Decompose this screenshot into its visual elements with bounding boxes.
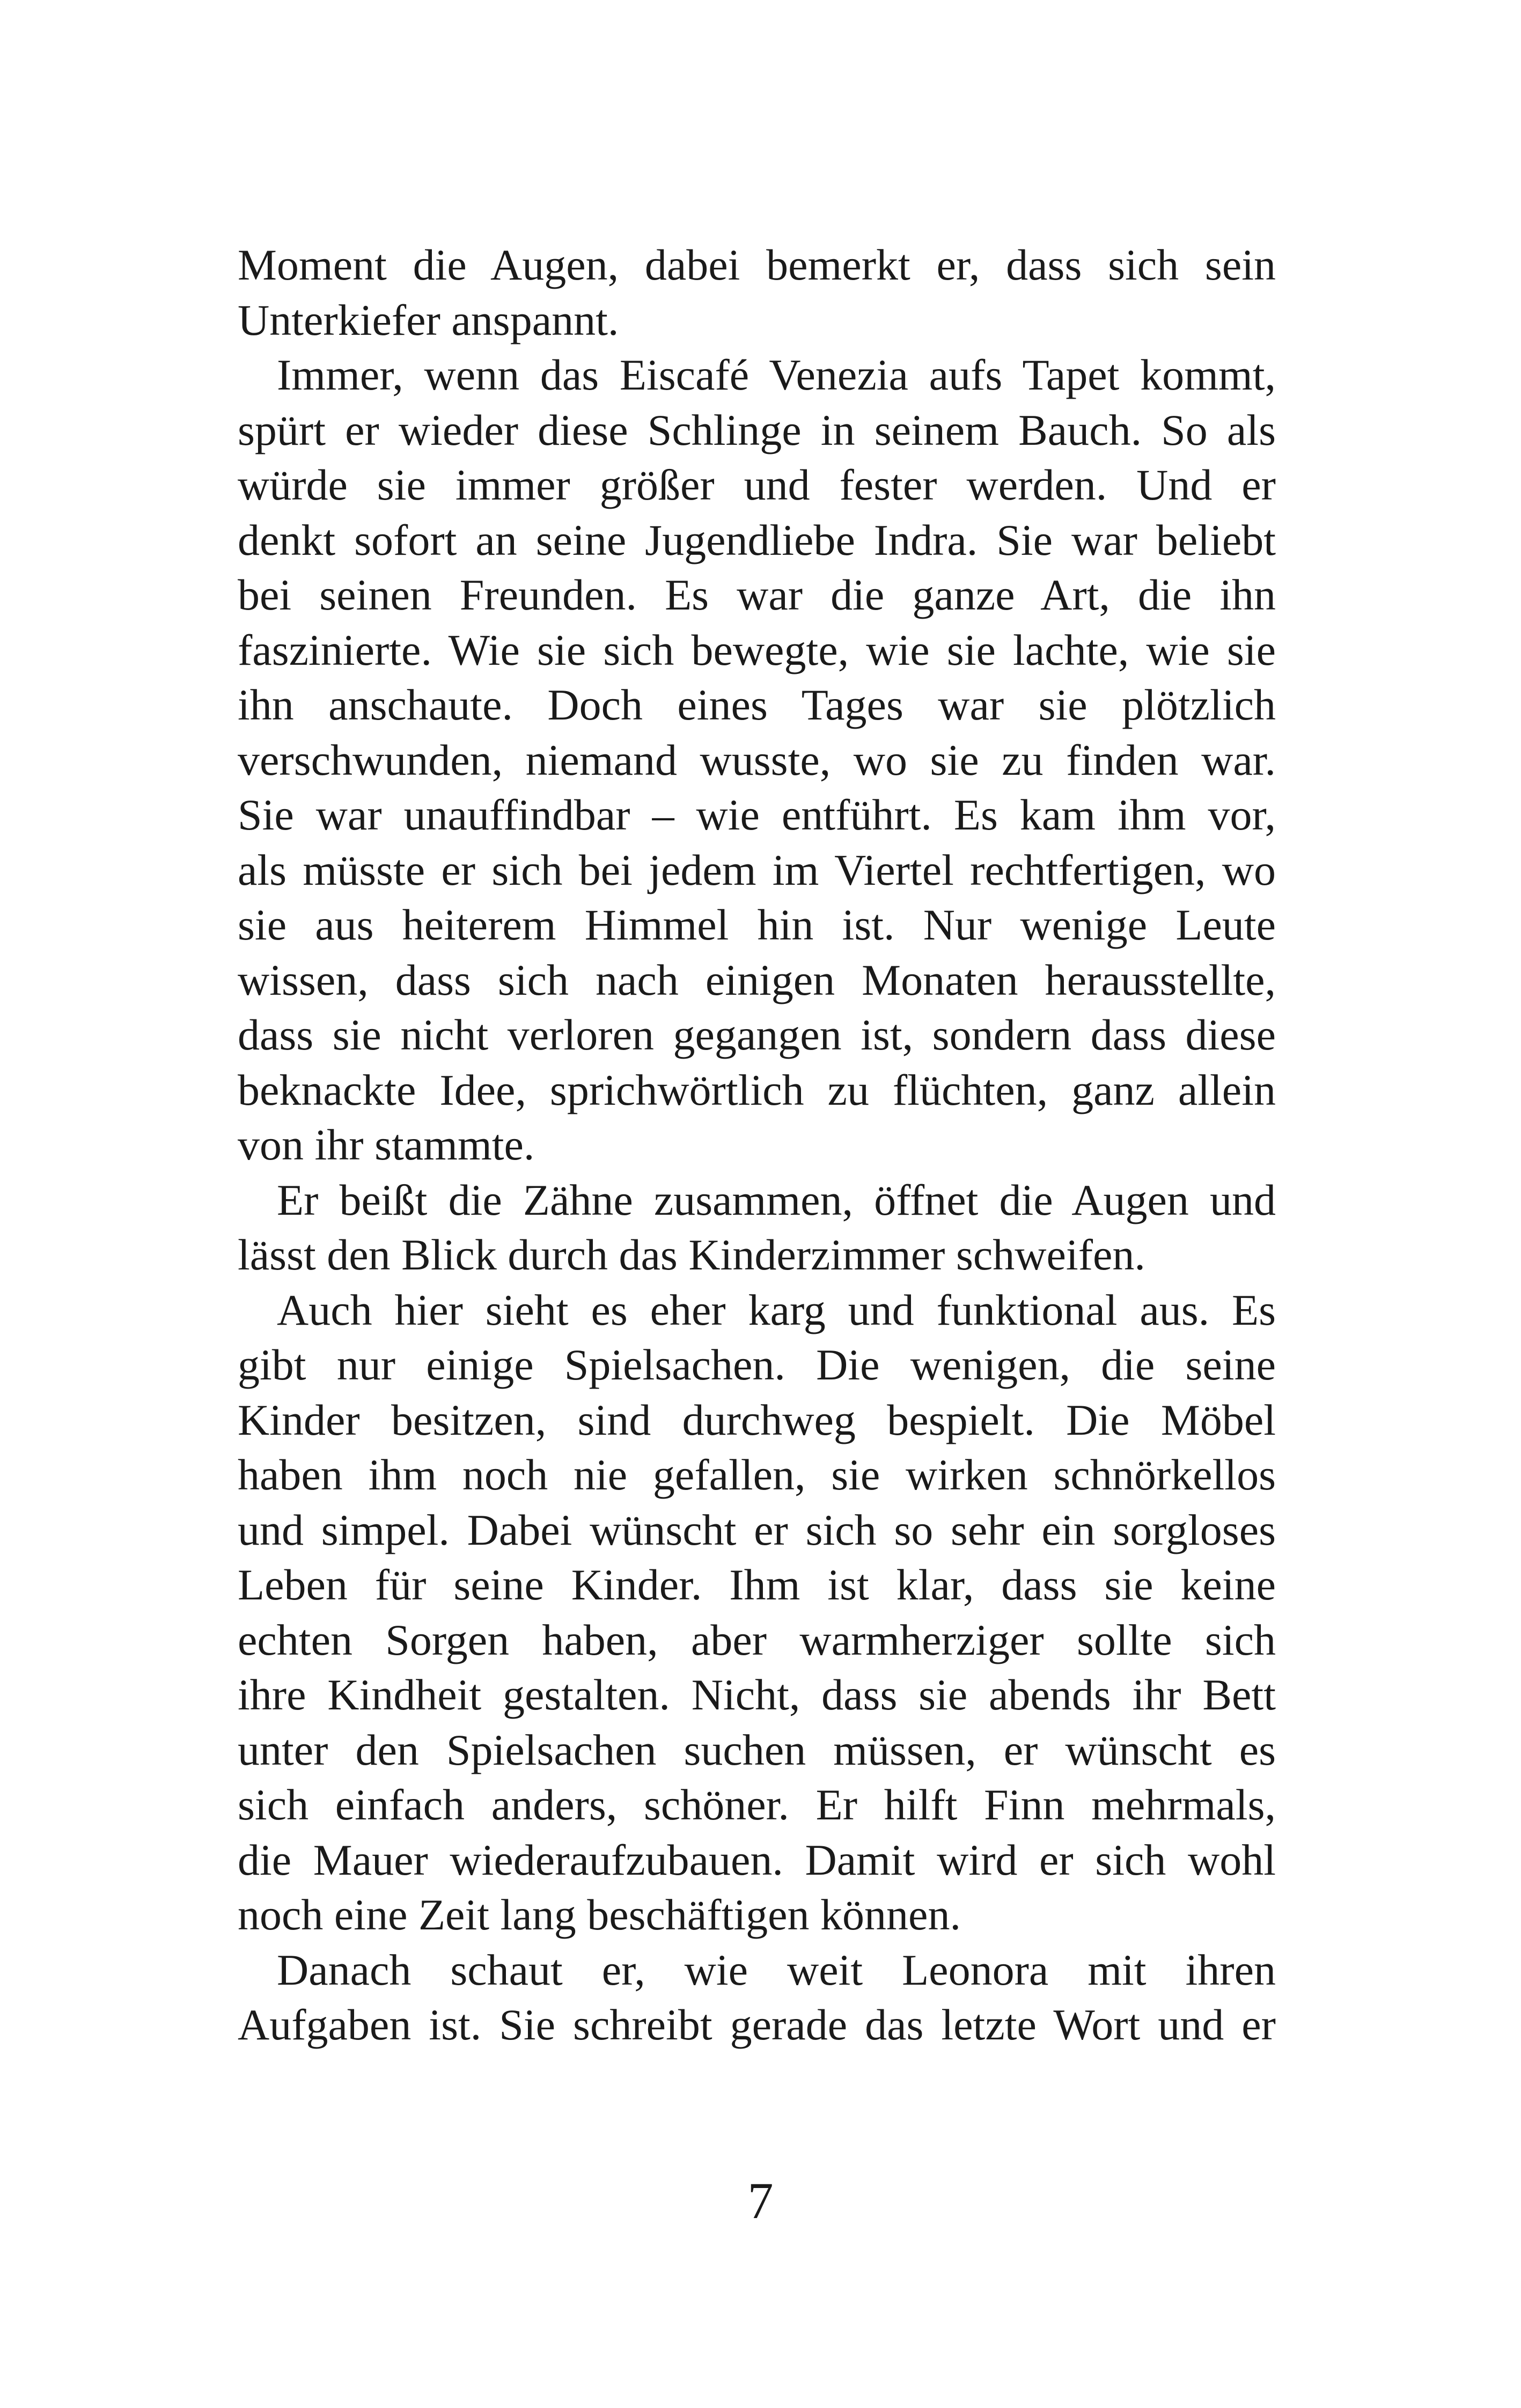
paragraph xyxy=(238,1943,1276,2053)
text-line: sie aus heiterem Himmel hin ist. Nur wenige Leute xyxy=(238,900,1276,949)
body-text xyxy=(238,238,1276,2053)
text-line: haben ihm noch nie gefallen, sie wirken schnörkellos xyxy=(238,1450,1276,1499)
text-line: verschwunden, niemand wusste, wo sie zu finden war. xyxy=(238,735,1276,784)
text-line: noch eine Zeit lang beschäftigen können. xyxy=(238,1890,961,1939)
text-line: von ihr stammte. xyxy=(238,1120,535,1169)
text-line: unter den Spielsachen suchen müssen, er wünscht es xyxy=(238,1725,1276,1774)
paragraph xyxy=(238,348,1276,1173)
text-line: denkt sofort an seine Jugendliebe Indra. Sie war beliebt xyxy=(238,515,1276,564)
paragraph xyxy=(238,1283,1276,1943)
text-line: Auch hier sieht es eher karg und funktional aus. Es xyxy=(277,1285,1276,1334)
text-line: und simpel. Dabei wünscht er sich so sehr ein sorgloses xyxy=(238,1505,1276,1554)
text-line: spürt er wieder diese Schlinge in seinem Bauch. So als xyxy=(238,405,1276,454)
text-line: Unterkiefer anspannt. xyxy=(238,295,619,344)
text-line: Sie war unauffindbar – wie entführt. Es kam ihm vor, xyxy=(238,790,1276,839)
text-line: Kinder besitzen, sind durchweg bespielt. Die Möbel xyxy=(238,1395,1276,1444)
text-line: Immer, wenn das Eiscafé Venezia aufs Tapet kommt, xyxy=(277,350,1276,399)
text-line: würde sie immer größer und fester werden. Und er xyxy=(238,460,1276,509)
text-line: Moment die Augen, dabei bemerkt er, dass sich sein xyxy=(238,240,1276,289)
text-line: Aufgaben ist. Sie schreibt gerade das letzte Wort und er xyxy=(238,2000,1276,2049)
text-line: sich einfach anders, schöner. Er hilft Finn mehrmals, xyxy=(238,1780,1276,1829)
text-line: wissen, dass sich nach einigen Monaten herausstellte, xyxy=(238,955,1276,1004)
text-line: Danach schaut er, wie weit Leonora mit ihren xyxy=(277,1945,1276,1994)
paragraph xyxy=(238,238,1276,348)
text-line: ihre Kindheit gestalten. Nicht, dass sie abends ihr Bett xyxy=(238,1670,1276,1719)
page-number: 7 xyxy=(747,2172,774,2229)
text-line: bei seinen Freunden. Es war die ganze Art, die ihn xyxy=(238,570,1276,619)
text-line: die Mauer wiederaufzubauen. Damit wird er sich wohl xyxy=(238,1835,1276,1884)
text-line: dass sie nicht verloren gegangen ist, sondern dass diese xyxy=(238,1010,1276,1059)
text-line: echten Sorgen haben, aber warmherziger sollte sich xyxy=(238,1615,1276,1664)
text-line: ihn anschaute. Doch eines Tages war sie plötzlich xyxy=(238,680,1276,729)
paragraph xyxy=(238,1173,1276,1283)
text-line: lässt den Blick durch das Kinderzimmer schweifen. xyxy=(238,1230,1145,1279)
text-line: beknackte Idee, sprichwörtlich zu flüchten, ganz allein xyxy=(238,1065,1276,1114)
text-line: Leben für seine Kinder. Ihm ist klar, dass sie keine xyxy=(238,1560,1276,1609)
text-line: gibt nur einige Spielsachen. Die wenigen, die seine xyxy=(238,1340,1276,1389)
text-line: Er beißt die Zähne zusammen, öffnet die Augen und xyxy=(277,1175,1276,1224)
text-line: faszinierte. Wie sie sich bewegte, wie sie lachte, wie sie xyxy=(238,625,1276,674)
text-line: als müsste er sich bei jedem im Viertel rechtfertigen, wo xyxy=(238,845,1276,894)
